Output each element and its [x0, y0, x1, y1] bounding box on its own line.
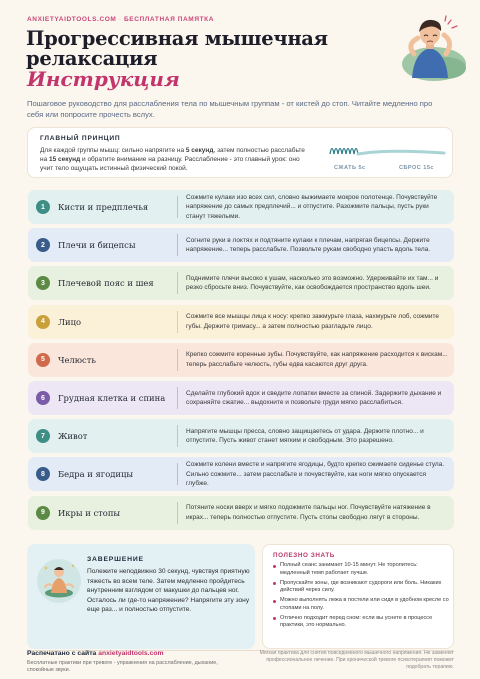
intro-text: Пошаговое руководство для расслабления тела по мышечным группам - от кистей до стоп. Читайте медленно про себя или попросите прочесть вслух.	[27, 99, 433, 119]
tips-card	[262, 544, 454, 649]
principle-release-duration: 15 секунд	[49, 156, 81, 163]
step-row	[28, 381, 454, 415]
step-row	[28, 496, 454, 530]
tip-item: Отлично подходит перед сном: если вы уснете в процессе практики, это нормально.	[273, 615, 449, 630]
step-muscle-group: Живот	[58, 431, 88, 442]
footer-printed-label: Распечатано с сайта	[27, 650, 99, 657]
brand-tag: БЕСПЛАТНАЯ ПАМЯТКА	[124, 16, 215, 23]
page-title: Прогрессивная мышечная релаксация	[26, 27, 328, 70]
tips-list	[273, 562, 449, 632]
step-number-badge: 4	[36, 315, 50, 329]
step-row	[28, 419, 454, 453]
step-description: Сожмите кулаки изо всех сил, словно выжимаете мокрое полотенце. Почувствуйте напряжение до самых предплечий... и отпустите. Разожмите пальцы, пусть руки станут тяжелыми.	[186, 193, 438, 220]
brand-site[interactable]: ANXIETYAIDTOOLS.COM	[27, 16, 117, 23]
tip-item: Полный сеанс занимает 10-15 минут. Не торопитесь: медленный темп работает лучше.	[273, 562, 449, 577]
squeeze-label: СЖАТЬ 5с	[334, 165, 366, 171]
step-divider	[177, 311, 178, 333]
step-description: Поднимите плечи высоко к ушам, насколько это возможно. Удерживайте их там... и резко сбросьте вниз. Почувствуйте, как освобождается пространство вдоль шеи.	[186, 274, 439, 292]
step-number-badge: 8	[36, 467, 50, 481]
finish-card	[27, 544, 255, 649]
step-number-badge: 1	[36, 200, 50, 214]
footer-printed-from	[27, 650, 164, 657]
step-row	[28, 305, 454, 339]
step-description: Крепко сожмите коренные зубы. Почувствуйте, как напряжение расходится к вискам... теперь расслабьте челюсть, губы едва касаются друг друга.	[186, 351, 448, 368]
step-muscle-group: Лицо	[58, 316, 81, 327]
step-description: Потяните носки вверх и мягко подожмите пальцы ног. Почувствуйте натяжение в икрах... теперь полностью отпустите. Пусть стопы свободно лягут в стороны.	[186, 504, 431, 521]
step-number-badge: 3	[36, 276, 50, 290]
step-divider	[177, 234, 178, 256]
step-muscle-group: Грудная клетка и спина	[58, 393, 166, 403]
step-description: Сделайте глубокий вдох и сведите лопатки вместе за спиной. Задержите дыхание и сохраняйте сжатие... выдохните и позвольте груди мягко расслабиться.	[186, 389, 442, 406]
step-number-badge: 6	[36, 391, 50, 405]
step-description: Сожмите колени вместе и напрягите ягодицы, будто крепко сжимаете сиденье стула. Сильно сожмите... затем расслабьте и почувствуйте, как ноги мягко опускается глубже.	[186, 461, 445, 488]
footer-disclaimer: Мягкая практика для снятия повседневного мышечного напряжения. Не заменяет профессиональное лечение. При хронической тревоге психотерапевт поможет подобрать терапию.	[259, 650, 454, 670]
principle-text-part: , затем полностью расслабьте на	[40, 147, 305, 163]
tension-wave-icon	[328, 140, 446, 162]
principle-heading: ГЛАВНЫЙ ПРИНЦИП	[40, 135, 121, 142]
step-divider	[177, 272, 178, 294]
step-divider	[177, 387, 178, 409]
step-divider	[177, 349, 178, 371]
step-number-badge: 5	[36, 353, 50, 367]
step-divider	[177, 502, 178, 524]
release-label: СБРОС 15с	[399, 165, 434, 171]
brand-separator: ·	[118, 16, 122, 23]
step-muscle-group: Плечи и бицепсы	[58, 240, 136, 251]
page-subtitle: Инструкция	[27, 67, 180, 91]
principle-text-part: Для каждой группы мышц: сильно напрягите на	[40, 147, 186, 154]
tip-item: Можно выполнять лежа в постели или сидя в удобном кресле со стопами на полу.	[273, 597, 449, 612]
step-row	[28, 190, 454, 224]
footer-note: Бесплатные практики при тревоге - упражнения на расслабление, дыхание, спокойные звуки.	[27, 660, 218, 673]
step-row	[28, 457, 454, 491]
principle-text	[40, 146, 310, 173]
main-principle-card	[27, 127, 453, 178]
step-number-badge: 2	[36, 238, 50, 252]
step-row	[28, 343, 454, 377]
stressed-person-illustration	[388, 8, 468, 82]
step-divider	[177, 463, 178, 485]
footer-site-link[interactable]: anxietyaidtools.com	[98, 650, 164, 657]
step-muscle-group: Икры и стопы	[58, 507, 121, 518]
step-description: Сожмите все мышцы лица к носу: крепко зажмурьте глаза, нахмурьте лоб, сожмите губы. Держите гримасу... а затем полностью разгладьте лицо.	[186, 313, 439, 330]
step-muscle-group: Челюсть	[58, 354, 96, 365]
step-muscle-group: Плечевой пояс и шея	[58, 278, 154, 289]
tips-heading: ПОЛЕЗНО ЗНАТЬ	[273, 552, 335, 559]
brand-line	[27, 16, 214, 23]
principle-text-part: и обратите внимание на разницу. Расслабление - это главный урок: оно учит тело ощущать истинный физический покой.	[40, 156, 300, 172]
step-divider	[177, 425, 178, 447]
finish-text: Полежите неподвижно 30 секунд, чувствуя приятную тяжесть во всем теле. Затем медленно пройдитесь внутренним взглядом от макушки до пальцев ног. Осталось ли где-то напряжение? Напрягите эту зону еще раз... и полностью отпустите.	[87, 568, 250, 614]
step-row	[28, 228, 454, 262]
principle-tense-duration: 5 секунд	[185, 147, 214, 154]
step-description: Согните руки в локтях и подтяните кулаки к плечам, напрягая бицепсы. Держите напряжение... теперь расслабьте. Позвольте рукам свободно упасть вдоль тела.	[186, 236, 431, 254]
step-muscle-group: Бедра и ягодицы	[58, 469, 134, 480]
step-row	[28, 266, 454, 300]
step-number-badge: 9	[36, 506, 50, 520]
meditation-icon	[34, 556, 84, 606]
step-description: Напрягите мышцы пресса, словно защищаетесь от удара. Держите плотно... и отпустите. Пусть живот станет мягким и свободным. Это разрешено.	[186, 427, 424, 445]
finish-heading: ЗАВЕРШЕНИЕ	[87, 556, 144, 563]
step-muscle-group: Кисти и предплечья	[58, 202, 149, 212]
tip-item: Пропускайте зоны, где возникают судороги или боль. Никаких действий через силу.	[273, 580, 449, 595]
step-number-badge: 7	[36, 429, 50, 443]
step-divider	[177, 196, 178, 218]
